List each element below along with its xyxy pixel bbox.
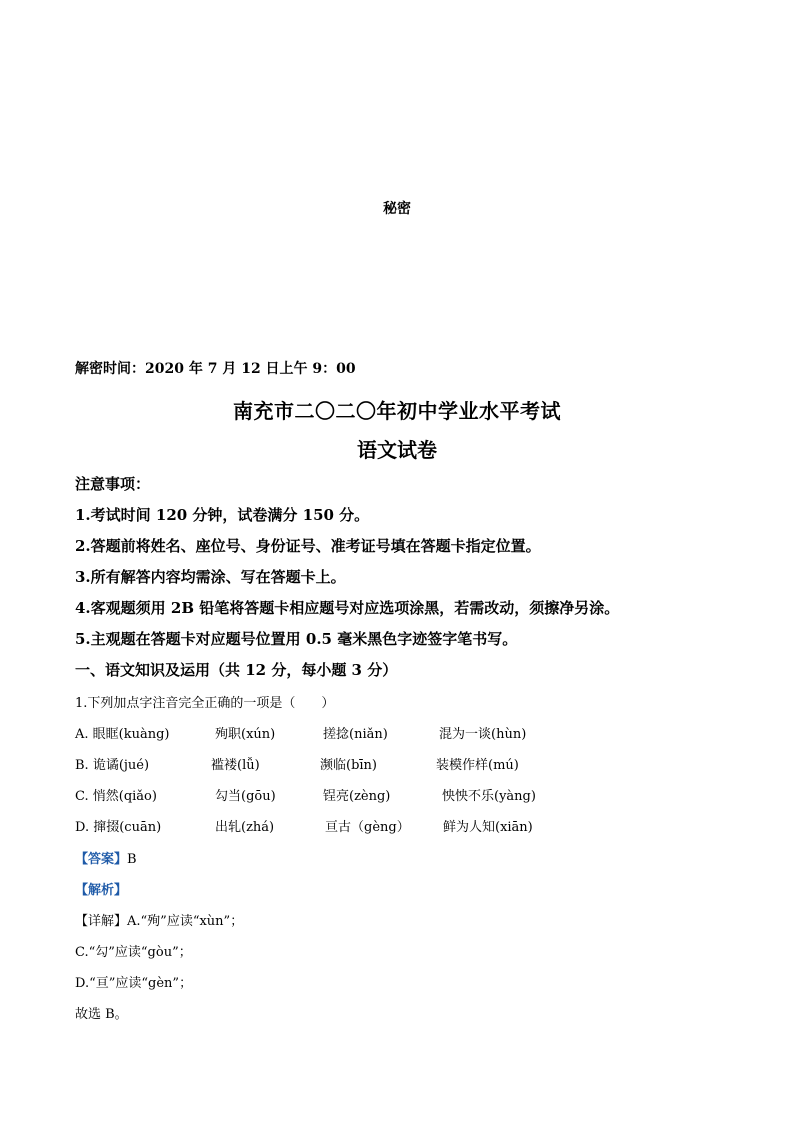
analysis-heading [75, 879, 127, 898]
analysis-line: D.“亘”应读“gèn”； [75, 976, 193, 991]
analysis-label: 【解析】 [75, 883, 128, 898]
option-item: 锃亮(zèng) [323, 789, 391, 804]
option-item: B. 诡谲(jué) [75, 758, 150, 773]
option-item: A. 眼眶(kuàng) [75, 727, 170, 742]
option-item: 怏怏不乐(yàng) [442, 789, 536, 804]
option-item: 混为一谈(hùn) [439, 727, 527, 742]
exam-subtitle: 语文试卷 [357, 438, 437, 462]
note-item: 5.主观题在答题卡对应题号位置用 0.5 毫米黑色字迹签字笔书写。 [75, 630, 518, 648]
note-item: 2.答题前将姓名、座位号、身份证号、准考证号填在答题卡指定位置。 [75, 537, 541, 555]
section-title: 一、语文知识及运用（共 12 分，每小题 3 分） [75, 661, 398, 679]
question-stem: 1.下列加点字注音完全正确的一项是（ ） [75, 696, 335, 711]
option-item: 亘古（gèng） [325, 820, 410, 835]
exam-title: 南充市二〇二〇年初中学业水平考试 [233, 399, 561, 423]
option-item: 装模作样(mú) [436, 758, 519, 773]
answer-value: B [127, 852, 137, 867]
detail-label: 【详解】 [75, 914, 128, 929]
secret-label: 秘密 [383, 201, 411, 217]
note-item: 4.客观题须用 2B 铅笔将答题卡相应题号对应选项涂黑，若需改动，须擦净另涂。 [75, 599, 620, 617]
analysis-text: A.“殉”应读“xùn”； [127, 914, 244, 929]
option-item: C. 悄然(qiǎo) [75, 789, 157, 804]
option-item: 搓捻(niǎn) [323, 727, 388, 742]
analysis-line: C.“勾”应读“gòu”； [75, 945, 192, 960]
conclusion-line: 故选 B。 [75, 1007, 128, 1022]
note-item: 1.考试时间 120 分钟，试卷满分 150 分。 [75, 506, 370, 524]
option-item: 濒临(bīn) [320, 758, 377, 773]
option-item: D. 撺掇(cuān) [75, 820, 162, 835]
analysis-line [75, 910, 243, 929]
answer-line [75, 848, 137, 867]
answer-label: 【答案】 [75, 852, 128, 867]
option-item: 勾当(gōu) [215, 789, 276, 804]
declassify-time: 解密时间：2020 年 7 月 12 日上午 9：00 [75, 361, 356, 377]
notes-heading: 注意事项： [75, 475, 151, 493]
option-item: 鲜为人知(xiān) [443, 820, 533, 835]
option-item: 褴褛(lǚ) [211, 758, 260, 773]
note-item: 3.所有解答内容均需涂、写在答题卡上。 [75, 568, 346, 586]
option-item: 出轧(zhá) [215, 820, 275, 835]
option-item: 殉职(xún) [215, 727, 276, 742]
